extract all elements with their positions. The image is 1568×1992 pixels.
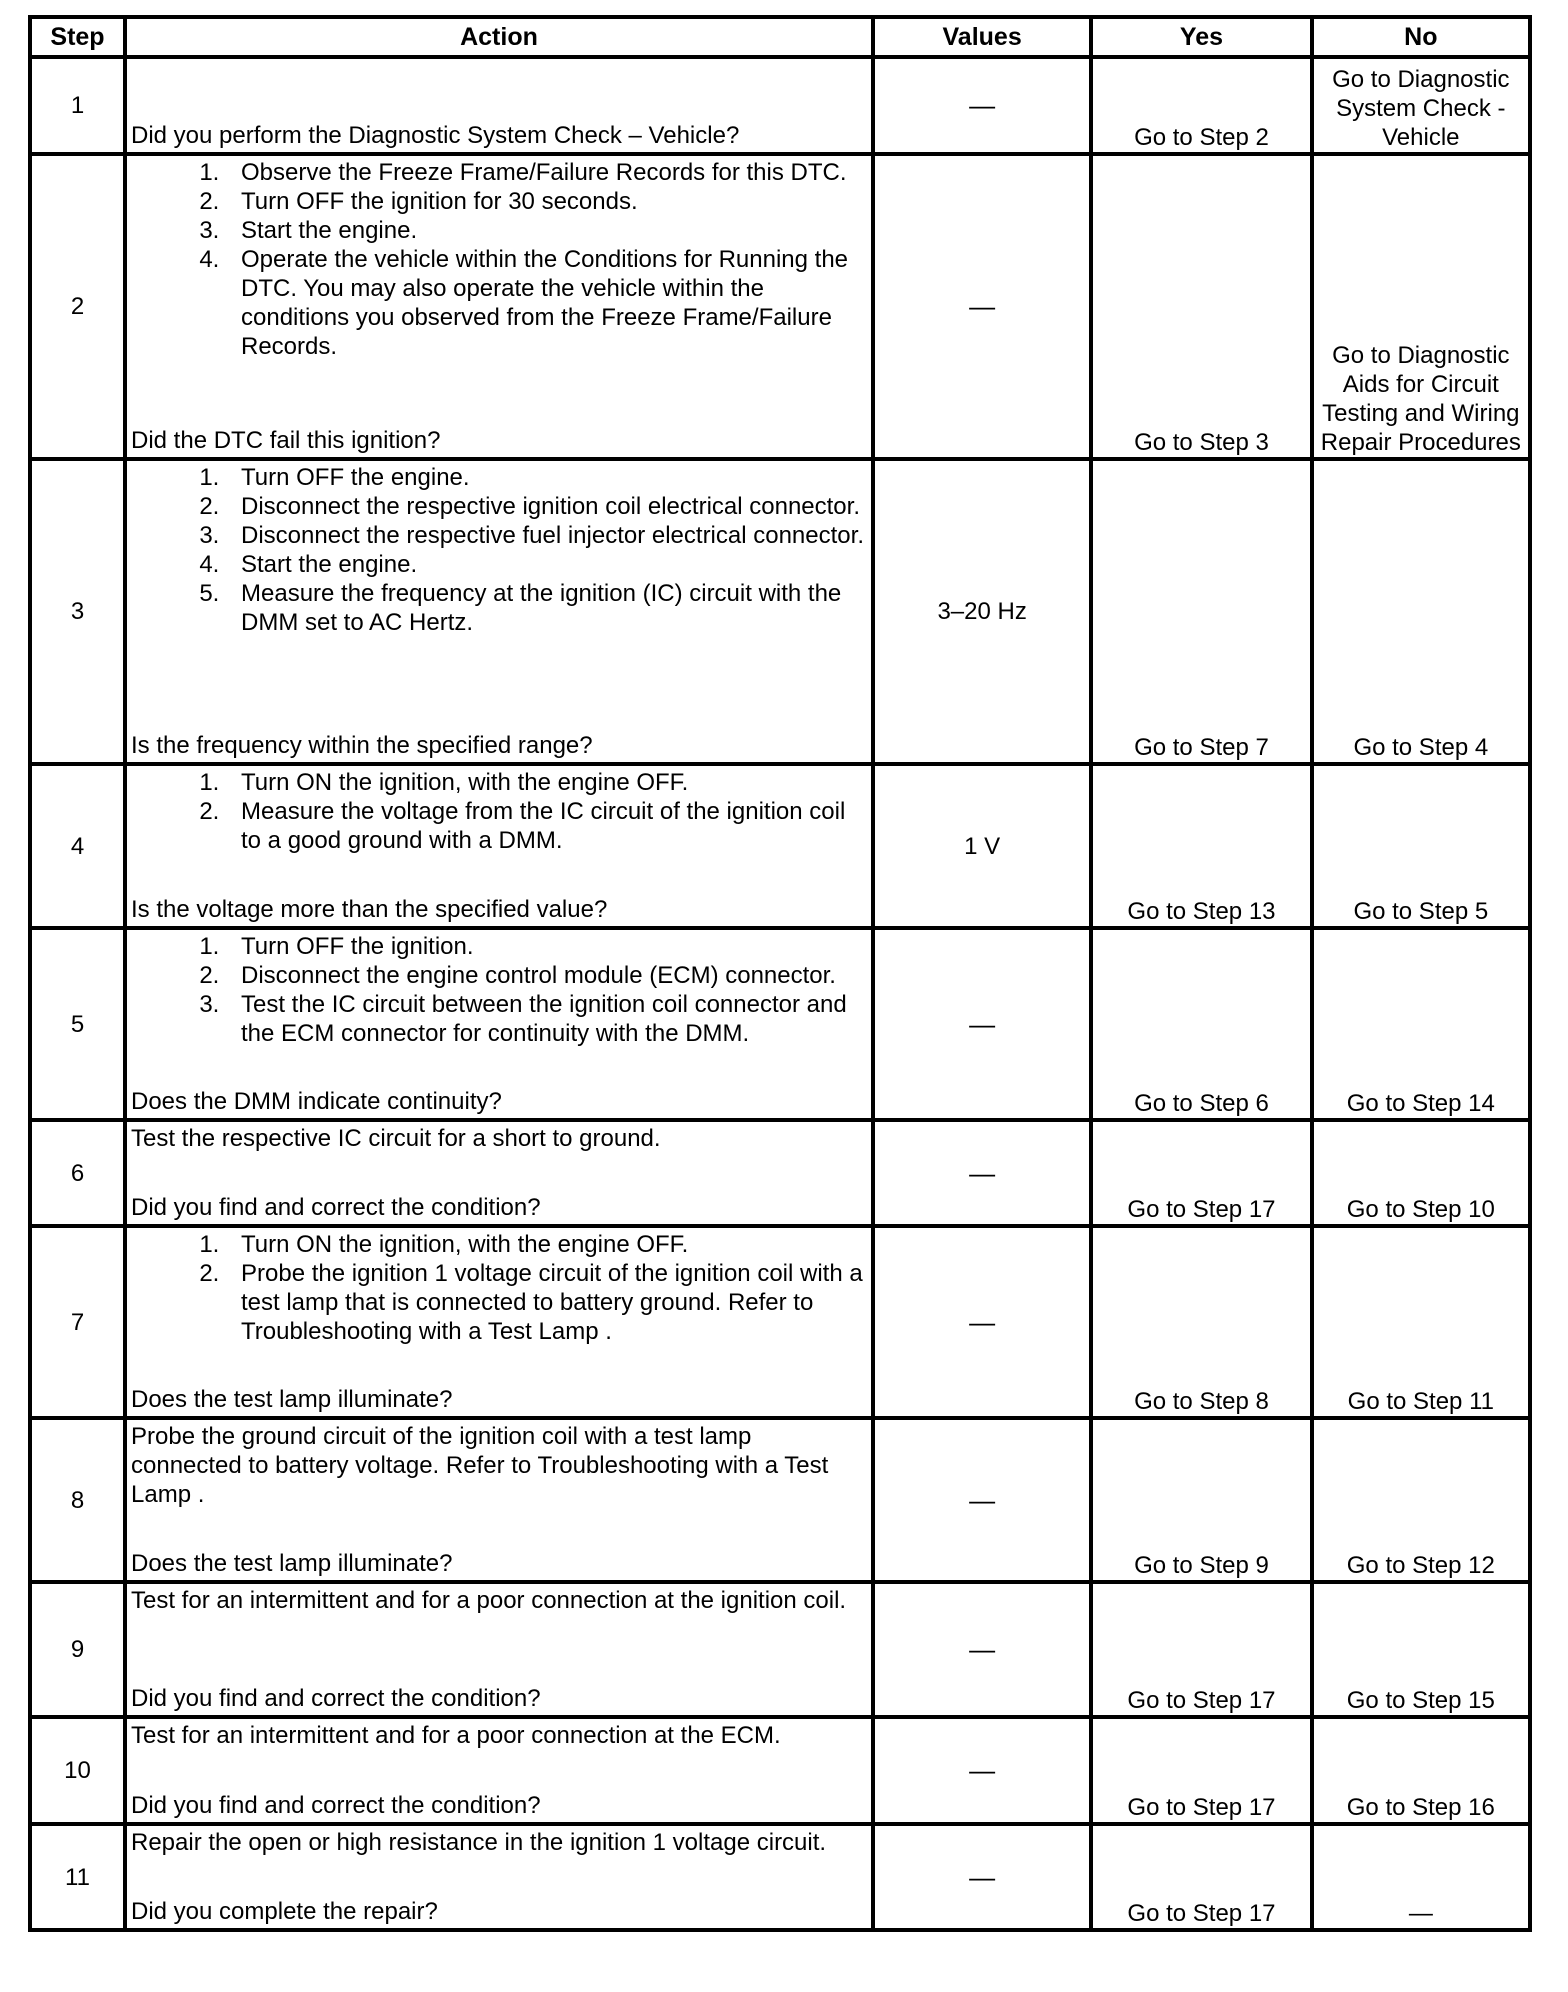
action-question: Did you find and correct the condition?	[131, 1792, 541, 1819]
action-content	[127, 766, 871, 926]
action-steps-list	[131, 1230, 867, 1346]
action-instructions	[131, 463, 867, 637]
values-cell: —	[873, 1226, 1091, 1418]
action-content	[127, 1584, 871, 1715]
action-instructions	[131, 768, 867, 855]
action-step-item: 1. Turn ON the ignition, with the engine OFF.	[226, 1230, 867, 1259]
yes-action: Go to Step 17	[1091, 1582, 1311, 1717]
action-cell	[125, 154, 873, 459]
action-instructions	[131, 932, 867, 1048]
no-action: Go to Step 10	[1312, 1120, 1530, 1226]
action-cell	[125, 57, 873, 154]
action-instructions	[131, 1124, 867, 1153]
yes-action: Go to Step 17	[1091, 1824, 1311, 1930]
header-no: No	[1312, 17, 1530, 57]
yes-action: Go to Step 9	[1091, 1418, 1311, 1582]
yes-action: Go to Step 8	[1091, 1226, 1311, 1418]
values-cell: 1 V	[873, 764, 1091, 928]
action-steps-list	[131, 768, 867, 855]
step-number: 1	[30, 57, 125, 154]
action-question: Does the DMM indicate continuity?	[131, 1088, 502, 1115]
action-question: Did you find and correct the condition?	[131, 1194, 541, 1221]
no-action: Go to Diagnostic Aids for Circuit Testing and Wiring Repair Procedures	[1312, 154, 1530, 459]
table-row	[30, 459, 1530, 764]
step-number: 10	[30, 1717, 125, 1824]
action-step-item: 1. Turn OFF the engine.	[226, 463, 867, 492]
action-step-item: 1. Turn ON the ignition, with the engine OFF.	[226, 768, 867, 797]
action-cell	[125, 1824, 873, 1930]
action-step-item: 2. Turn OFF the ignition for 30 seconds.	[226, 187, 867, 216]
action-text: Test the respective IC circuit for a short to ground.	[131, 1125, 661, 1152]
table-row	[30, 928, 1530, 1120]
table-row	[30, 764, 1530, 928]
yes-action: Go to Step 17	[1091, 1717, 1311, 1824]
values-cell: 3–20 Hz	[873, 459, 1091, 764]
values-cell: —	[873, 154, 1091, 459]
action-cell	[125, 459, 873, 764]
action-cell	[125, 1120, 873, 1226]
no-action: Go to Step 5	[1312, 764, 1530, 928]
action-instructions	[131, 1828, 867, 1857]
diagnostic-table	[28, 15, 1532, 1932]
action-text: Repair the open or high resistance in the ignition 1 voltage circuit.	[131, 1829, 827, 1856]
action-instructions	[131, 1230, 867, 1346]
action-cell	[125, 928, 873, 1120]
action-content	[127, 1228, 871, 1416]
yes-action: Go to Step 2	[1091, 57, 1311, 154]
values-cell: —	[873, 928, 1091, 1120]
header-yes: Yes	[1091, 17, 1311, 57]
action-text: Test for an intermittent and for a poor connection at the ignition coil.	[131, 1587, 847, 1614]
table-row	[30, 1824, 1530, 1930]
yes-action: Go to Step 7	[1091, 459, 1311, 764]
action-cell	[125, 1418, 873, 1582]
table-row	[30, 1582, 1530, 1717]
no-action: Go to Diagnostic System Check - Vehicle	[1312, 57, 1530, 154]
action-step-item: 3. Start the engine.	[226, 216, 867, 245]
table-body	[30, 57, 1530, 1930]
table-row	[30, 154, 1530, 459]
action-text: Probe the ground circuit of the ignition coil with a test lamp connected to battery voltage. Refer to Troubleshooting with a Test Lamp .	[131, 1423, 829, 1508]
no-action: Go to Step 16	[1312, 1717, 1530, 1824]
action-content	[127, 930, 871, 1118]
action-question: Did you find and correct the condition?	[131, 1685, 541, 1712]
action-cell	[125, 1226, 873, 1418]
yes-action: Go to Step 13	[1091, 764, 1311, 928]
action-content	[127, 156, 871, 457]
action-step-item: 1. Turn OFF the ignition.	[226, 932, 867, 961]
action-cell	[125, 764, 873, 928]
action-question: Did the DTC fail this ignition?	[131, 427, 441, 454]
step-number: 7	[30, 1226, 125, 1418]
action-steps-list	[131, 932, 867, 1048]
yes-action: Go to Step 6	[1091, 928, 1311, 1120]
step-number: 8	[30, 1418, 125, 1582]
action-instructions	[131, 1586, 867, 1615]
header-row	[30, 17, 1530, 57]
action-content	[127, 1420, 871, 1580]
values-cell: —	[873, 1120, 1091, 1226]
action-step-item: 2. Disconnect the respective ignition coil electrical connector.	[226, 492, 867, 521]
action-content	[127, 1122, 871, 1224]
values-cell: —	[873, 1582, 1091, 1717]
action-question: Is the frequency within the specified range?	[131, 732, 593, 759]
step-number: 2	[30, 154, 125, 459]
header-action: Action	[125, 17, 873, 57]
action-step-item: 2. Disconnect the engine control module (ECM) connector.	[226, 961, 867, 990]
action-content	[127, 59, 871, 152]
action-content	[127, 461, 871, 762]
action-cell	[125, 1582, 873, 1717]
table-row	[30, 1717, 1530, 1824]
action-step-item: 5. Measure the frequency at the ignition (IC) circuit with the DMM set to AC Hertz.	[226, 579, 867, 637]
action-question: Did you perform the Diagnostic System Check – Vehicle?	[131, 122, 740, 149]
step-number: 5	[30, 928, 125, 1120]
table-row	[30, 1418, 1530, 1582]
action-steps-list	[131, 463, 867, 637]
action-step-item: 4. Operate the vehicle within the Conditions for Running the DTC. You may also operate the vehicle within the conditions you observed from the Freeze Frame/Failure Records.	[226, 245, 867, 361]
values-cell: —	[873, 57, 1091, 154]
action-instructions	[131, 158, 867, 361]
no-action: —	[1312, 1824, 1530, 1930]
values-cell: —	[873, 1824, 1091, 1930]
no-action: Go to Step 15	[1312, 1582, 1530, 1717]
header-step: Step	[30, 17, 125, 57]
step-number: 3	[30, 459, 125, 764]
action-question: Is the voltage more than the specified value?	[131, 896, 608, 923]
action-step-item: 4. Start the engine.	[226, 550, 867, 579]
no-action: Go to Step 11	[1312, 1226, 1530, 1418]
step-number: 9	[30, 1582, 125, 1717]
diagnostic-table-container	[28, 15, 1532, 1932]
action-text: Test for an intermittent and for a poor connection at the ECM.	[131, 1722, 781, 1749]
action-content	[127, 1826, 871, 1928]
no-action: Go to Step 4	[1312, 459, 1530, 764]
step-number: 11	[30, 1824, 125, 1930]
header-values: Values	[873, 17, 1091, 57]
values-cell: —	[873, 1717, 1091, 1824]
values-cell: —	[873, 1418, 1091, 1582]
yes-action: Go to Step 17	[1091, 1120, 1311, 1226]
action-content	[127, 1719, 871, 1822]
table-row	[30, 1226, 1530, 1418]
action-cell	[125, 1717, 873, 1824]
action-step-item: 1. Observe the Freeze Frame/Failure Records for this DTC.	[226, 158, 867, 187]
action-step-item: 2. Probe the ignition 1 voltage circuit of the ignition coil with a test lamp that is connected to battery ground. Refer to Troubleshooting with a Test Lamp .	[226, 1259, 867, 1346]
table-row	[30, 57, 1530, 154]
action-instructions	[131, 1721, 867, 1750]
action-step-item: 3. Test the IC circuit between the ignition coil connector and the ECM connector for continuity with the DMM.	[226, 990, 867, 1048]
action-instructions	[131, 1422, 867, 1509]
action-question: Does the test lamp illuminate?	[131, 1550, 453, 1577]
action-question: Did you complete the repair?	[131, 1898, 438, 1925]
step-number: 4	[30, 764, 125, 928]
action-step-item: 2. Measure the voltage from the IC circuit of the ignition coil to a good ground with a DMM.	[226, 797, 867, 855]
step-number: 6	[30, 1120, 125, 1226]
no-action: Go to Step 12	[1312, 1418, 1530, 1582]
table-row	[30, 1120, 1530, 1226]
action-question: Does the test lamp illuminate?	[131, 1386, 453, 1413]
action-steps-list	[131, 158, 867, 361]
no-action: Go to Step 14	[1312, 928, 1530, 1120]
action-step-item: 3. Disconnect the respective fuel injector electrical connector.	[226, 521, 867, 550]
yes-action: Go to Step 3	[1091, 154, 1311, 459]
